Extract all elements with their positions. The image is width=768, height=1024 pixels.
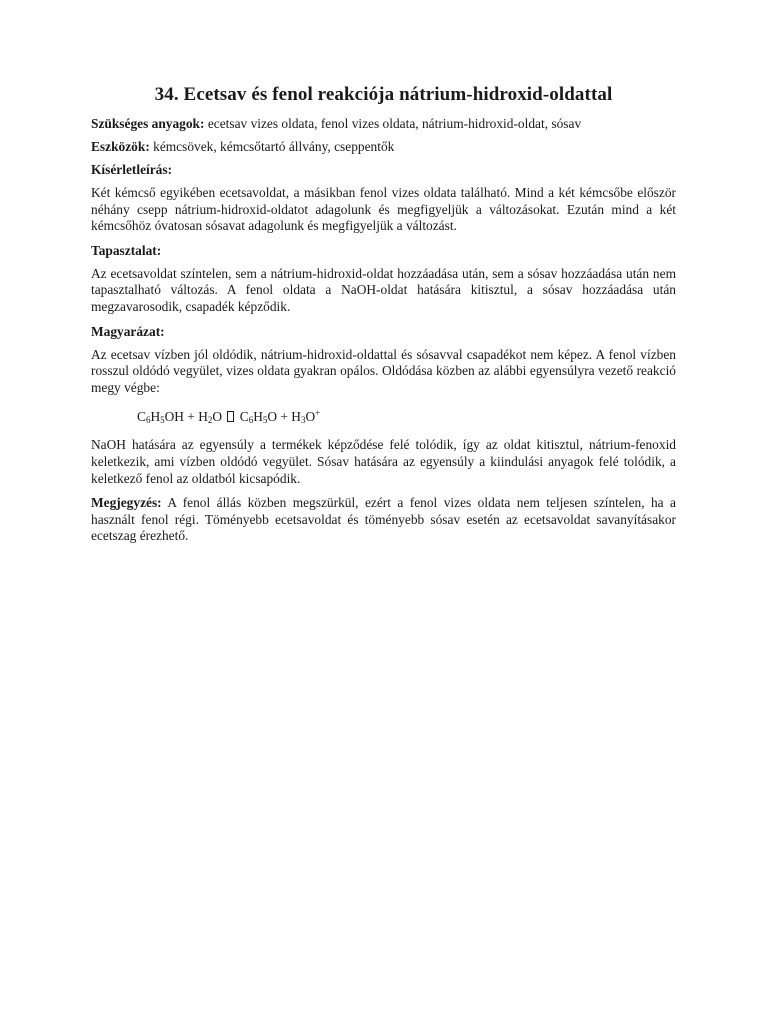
eq-part: O [305, 409, 316, 425]
tools-text: kémcsövek, kémcsőtartó állvány, cseppentők [149, 139, 395, 154]
explanation-heading: Magyarázat: [91, 323, 165, 339]
materials-text: ecetsav vizes oldata, fenol vizes oldata, nátrium-hidroxid-oldat, sósav [204, 116, 582, 131]
eq-subscript: 6 [145, 415, 151, 426]
observation-heading: Tapasztalat: [91, 242, 162, 258]
reaction-equation [137, 404, 676, 429]
eq-part: O + H [267, 409, 301, 425]
equilibrium-arrow-icon [227, 411, 234, 422]
tools-label: Eszközök: [91, 139, 150, 154]
materials-label: Szükséges anyagok: [91, 116, 205, 131]
document-page [91, 84, 676, 553]
tools-line [91, 139, 676, 155]
eq-part: H [253, 409, 263, 425]
eq-part: O [212, 409, 226, 425]
note-paragraph [91, 495, 676, 545]
experiment-heading: Kísérletleírás: [91, 162, 173, 177]
explanation-text: Az ecetsav vízben jól oldódik, nátrium-hidroxid-oldattal és sósavval csapadékot nem képez. A fenol vízben rosszul oldódó vegyület, vizes oldata gyakran opálos. Oldódása közben az alábbi egyensúlyra vezető reakció megy végbe: [91, 346, 676, 395]
eq-subscript: 5 [160, 415, 165, 426]
eq-subscript: 2 [207, 415, 213, 426]
eq-subscript: 5 [262, 415, 268, 426]
eq-subscript: 3 [300, 415, 306, 426]
explanation-text-2: NaOH hatására az egyensúly a termékek képződése felé tolódik, így az oldat kitisztul, nátrium-fenoxid keletkezik, ami vízben oldódó vegyület. Sósav hatására az egyensúly a kiindulási anyagok felé tolódik, a keletkező fenol az oldatból kicsapódik. [91, 437, 676, 486]
observation-text: Az ecetsavoldat színtelen, sem a nátrium-hidroxid-oldat hozzáadása után, sem a sósav hozzáadása után nem tapasztalható változás. A fenol oldata a NaOH-oldat hatására kitisztul, a sósav hozzáadása után megzavarosodik, csapadék képződik. [91, 265, 676, 314]
experiment-text: Két kémcső egyikében ecetsavoldat, a másikban fenol vizes oldata található. Mind a két kémcsőbe először néhány csepp nátrium-hidroxid-oldatot adagolunk és megfigyeljük a változásokat. Ezután mind a két kémcsőhöz óvatosan sósavat adagolunk és megfigyeljük a változást. [91, 185, 676, 234]
eq-part: H [150, 409, 161, 425]
eq-superscript: + [315, 408, 321, 419]
page-title: 34. Ecetsav és fenol reakciója nátrium-hidroxid-oldattal [154, 84, 613, 105]
eq-part: C [236, 409, 249, 425]
materials-line [91, 116, 676, 132]
eq-part: OH + H [164, 409, 208, 425]
eq-subscript: 6 [248, 415, 254, 426]
note-label: Megjegyzés: [91, 495, 162, 511]
eq-part: C [137, 409, 146, 425]
note-text: A fenol állás közben megszürkül, ezért a fenol vizes oldata nem teljesen színtelen, ha a használt fenol régi. Töményebb ecetsavoldat és töményebb sósav esetén az ecetsavoldat savanyításakor ecetszag érezhető. [91, 495, 676, 544]
